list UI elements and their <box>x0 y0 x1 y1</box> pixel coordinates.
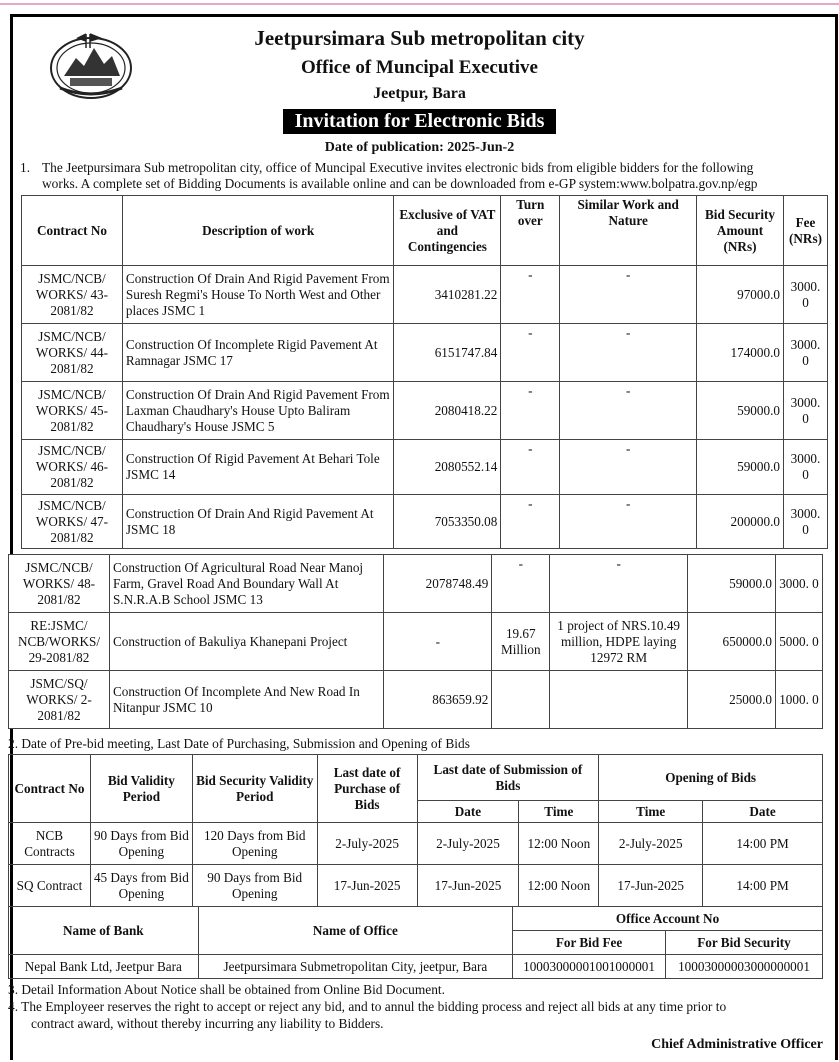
table-row <box>9 955 823 979</box>
bank-name: Nepal Bank Ltd, Jeetpur Bara <box>9 955 199 979</box>
col-security-validity: Bid Security Validity Period <box>192 755 317 823</box>
dates-table <box>8 754 823 907</box>
col-opening-date: Date <box>703 801 823 823</box>
work-description: Construction of Bakuliya Khanepani Project <box>109 613 383 671</box>
submission-time: 12:00 Noon <box>519 823 599 865</box>
work-amount: 7053350.08 <box>394 495 501 549</box>
security-validity: 120 Days from Bid Opening <box>192 823 317 865</box>
similar-work: - <box>560 495 697 549</box>
opening-time: 17-Jun-2025 <box>599 865 703 907</box>
col-bid-security-account: For Bid Security <box>666 931 823 955</box>
col-amount: Exclusive of VAT and Contingencies <box>394 196 501 266</box>
fee: 3000. 0 <box>783 382 827 440</box>
bid-validity: 45 Days from Bid Opening <box>90 865 192 907</box>
contract-no: JSMC/NCB/ WORKS/ 46-2081/82 <box>22 440 123 495</box>
col-bank-name: Name of Bank <box>9 907 199 955</box>
works-header-row <box>22 196 828 266</box>
col-bid-security: Bid Security Amount (NRs) <box>697 196 784 266</box>
table-row <box>9 865 823 907</box>
col-submission-time: Time <box>519 801 599 823</box>
city-title: Jeetpursimara Sub metropolitan city <box>254 26 585 50</box>
col-submission-date: Date <box>417 801 519 823</box>
work-description: Construction Of Drain And Rigid Pavement At JSMC 18 <box>122 495 393 549</box>
works-table-upper <box>21 195 828 549</box>
col-last-submission: Last date of Submission of Bids <box>417 755 599 801</box>
submission-date: 17-Jun-2025 <box>417 865 519 907</box>
contract-no: JSMC/NCB/ WORKS/ 44-2081/82 <box>22 324 123 382</box>
works-table-lower <box>8 554 823 729</box>
office-title: Office of Muncipal Executive <box>301 57 538 78</box>
bid-security: 25000.0 <box>688 671 776 729</box>
contract-no: JSMC/NCB/ WORKS/ 48-2081/82 <box>9 555 110 613</box>
last-purchase-date: 17-Jun-2025 <box>317 865 417 907</box>
similar-work: - <box>560 324 697 382</box>
col-contract: Contract No <box>9 755 91 823</box>
location: Jeetpur, Bara <box>373 85 466 102</box>
work-description: Construction Of Incomplete And New Road In Nitanpur JSMC 10 <box>109 671 383 729</box>
col-bid-validity: Bid Validity Period <box>90 755 192 823</box>
account-bid-security: 10003000003000000001 <box>666 955 823 979</box>
col-contract-no: Contract No <box>22 196 123 266</box>
col-turnover: Turn over <box>501 196 560 266</box>
contract-no: JSMC/NCB/ WORKS/ 45-2081/82 <box>22 382 123 440</box>
contract-no: RE:JSMC/ NCB/WORKS/ 29-2081/82 <box>9 613 110 671</box>
work-amount: 2078748.49 <box>384 555 492 613</box>
note-3: 3. Detail Information About Notice shall be obtained from Online Bid Document. <box>8 982 445 997</box>
fee: 3000. 0 <box>775 555 822 613</box>
fee: 3000. 0 <box>783 440 827 495</box>
col-last-purchase: Last date of Purchase of Bids <box>317 755 417 823</box>
fee: 5000. 0 <box>775 613 822 671</box>
work-description: Construction Of Drain And Rigid Pavement From Suresh Regmi's House To North West and Other places JSMC 1 <box>122 266 393 324</box>
table-row <box>22 266 828 324</box>
note-4-line-2: contract award, without thereby incurring any liability to Bidders. <box>31 1016 384 1031</box>
intro-line-1: The Jeetpursimara Sub metropolitan city, office of Muncipal Executive invites electronic bids from eligible bidders for the following <box>42 160 754 175</box>
similar-work: - <box>560 440 697 495</box>
turnover: - <box>492 555 550 613</box>
top-border-line <box>0 3 839 5</box>
col-description: Description of work <box>122 196 393 266</box>
last-purchase-date: 2-July-2025 <box>317 823 417 865</box>
security-validity: 90 Days from Bid Opening <box>192 865 317 907</box>
table-row <box>9 555 823 613</box>
similar-work: 1 project of NRS.10.49 million, HDPE laying 12972 RM <box>550 613 688 671</box>
opening-date: 14:00 PM <box>703 823 823 865</box>
turnover: 19.67 Million <box>492 613 550 671</box>
turnover: - <box>501 324 560 382</box>
opening-date: 14:00 PM <box>703 865 823 907</box>
col-fee: Fee (NRs) <box>783 196 827 266</box>
opening-time: 2-July-2025 <box>599 823 703 865</box>
work-description: Construction Of Incomplete Rigid Pavement At Ramnagar JSMC 17 <box>122 324 393 382</box>
submission-date: 2-July-2025 <box>417 823 519 865</box>
bid-security: 59000.0 <box>697 440 784 495</box>
col-similar-work: Similar Work and Nature <box>560 196 697 266</box>
work-amount: 6151747.84 <box>394 324 501 382</box>
col-office-name: Name of Office <box>198 907 512 955</box>
work-description: Construction Of Agricultural Road Near Manoj Farm, Gravel Road And Boundary Wall At S.N.R.A.B School JSMC 13 <box>109 555 383 613</box>
fee: 3000. 0 <box>783 324 827 382</box>
account-bid-fee: 10003000001001000001 <box>513 955 666 979</box>
dates-header-row <box>9 755 823 801</box>
bid-security: 200000.0 <box>697 495 784 549</box>
bid-security: 174000.0 <box>697 324 784 382</box>
intro-line-2: works. A complete set of Bidding Documents is available online and can be downloaded from e-GP system:www.bolpatra.gov.np/egp <box>42 176 758 191</box>
notice-banner: Invitation for Electronic Bids <box>283 109 557 134</box>
intro-number: 1. <box>20 160 31 175</box>
turnover: - <box>501 495 560 549</box>
submission-time: 12:00 Noon <box>519 865 599 907</box>
table-row <box>22 495 828 549</box>
header <box>0 24 839 156</box>
contract-no: JSMC/NCB/ WORKS/ 43-2081/82 <box>22 266 123 324</box>
work-amount: 863659.92 <box>384 671 492 729</box>
work-description: Construction Of Rigid Pavement At Behari Tole JSMC 14 <box>122 440 393 495</box>
col-opening: Opening of Bids <box>599 755 823 801</box>
similar-work: - <box>550 555 688 613</box>
fee: 3000. 0 <box>783 495 827 549</box>
work-description: Construction Of Drain And Rigid Pavement From Laxman Chaudhary's House Upto Baliram Chaudhary's House JSMC 5 <box>122 382 393 440</box>
bid-security: 59000.0 <box>688 555 776 613</box>
signature-title: Chief Administrative Officer <box>651 1037 823 1052</box>
note-4-line-1: 4. The Employeer reserves the right to accept or reject any bid, and to annul the bidding process and reject all bids at any time prior to <box>8 999 727 1014</box>
similar-work <box>550 671 688 729</box>
table-row <box>9 613 823 671</box>
turnover: - <box>501 266 560 324</box>
table-row <box>22 440 828 495</box>
turnover: - <box>501 382 560 440</box>
table-row <box>9 671 823 729</box>
contract-type: SQ Contract <box>9 865 91 907</box>
work-amount: - <box>384 613 492 671</box>
table-row <box>22 324 828 382</box>
work-amount: 3410281.22 <box>394 266 501 324</box>
bid-security: 97000.0 <box>697 266 784 324</box>
fee: 1000. 0 <box>775 671 822 729</box>
col-opening-time: Time <box>599 801 703 823</box>
work-amount: 2080418.22 <box>394 382 501 440</box>
bid-security: 59000.0 <box>697 382 784 440</box>
table-row <box>22 382 828 440</box>
publication-date: Date of publication: 2025-Jun-2 <box>324 140 515 155</box>
bid-security: 650000.0 <box>688 613 776 671</box>
contract-type: NCB Contracts <box>9 823 91 865</box>
similar-work: - <box>560 266 697 324</box>
office-name: Jeetpursimara Submetropolitan City, jeetpur, Bara <box>198 955 512 979</box>
contract-no: JSMC/NCB/ WORKS/ 47-2081/82 <box>22 495 123 549</box>
bank-header-row <box>9 907 823 931</box>
bank-table <box>8 906 823 979</box>
bid-validity: 90 Days from Bid Opening <box>90 823 192 865</box>
col-bid-fee: For Bid Fee <box>513 931 666 955</box>
work-amount: 2080552.14 <box>394 440 501 495</box>
turnover: - <box>501 440 560 495</box>
similar-work: - <box>560 382 697 440</box>
contract-no: JSMC/SQ/ WORKS/ 2-2081/82 <box>9 671 110 729</box>
col-account-no: Office Account No <box>513 907 823 931</box>
section-2-heading: 2. Date of Pre-bid meeting, Last Date of Purchasing, Submission and Opening of Bids <box>8 736 470 751</box>
turnover <box>492 671 550 729</box>
table-row <box>9 823 823 865</box>
fee: 3000. 0 <box>783 266 827 324</box>
